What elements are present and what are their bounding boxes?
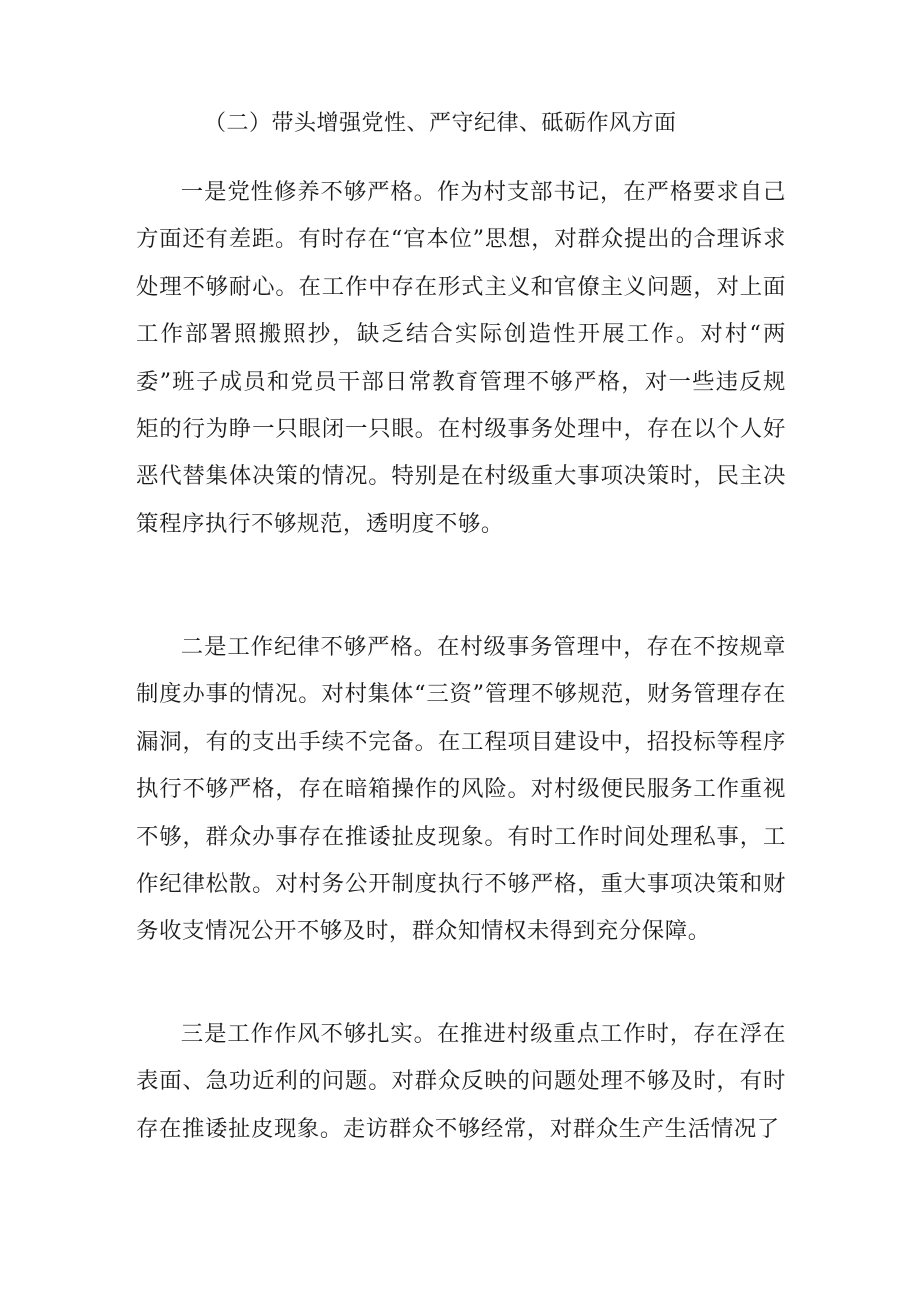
paragraph-work-style: 三是工作作风不够扎实。在推进村级重点工作时，存在浮在表面、急功近利的问题。对群众反映的问题处理不够及时，有时存在推诿扯皮现象。走访群众不够经常，对群众生产生活情况了 (136, 1021, 786, 1142)
section-heading: （二）带头增强党性、严守纪律、砥砺作风方面 (204, 111, 677, 136)
paragraph-work-discipline: 二是工作纪律不够严格。在村级事务管理中，存在不按规章制度办事的情况。对村集体“三资”管理不够规范，财务管理存在漏洞，有的支出手续不完备。在工程项目建设中，招投标等程序执行不够严格，存在暗箱操作的风险。对村级便民服务工作重视不够，群众办事存在推诿扯皮现象。有时工作时间处理私事，工作纪律松散。对村务公开制度执行不够严格，重大事项决策和财务收支情况公开不够及时，群众知情权未得到充分保障。 (136, 634, 786, 945)
paragraph-party-spirit: 一是党性修养不够严格。作为村支部书记，在严格要求自己方面还有差距。有时存在“官本位”思想，对群众提出的合理诉求处理不够耐心。在工作中存在形式主义和官僚主义问题，对上面工作部署照搬照抄，缺乏结合实际创造性开展工作。对村“两委”班子成员和党员干部日常教育管理不够严格，对一些违反规矩的行为睁一只眼闭一只眼。在村级事务处理中，存在以个人好恶代替集体决策的情况。特别是在村级重大事项决策时，民主决策程序执行不够规范，透明度不够。 (136, 179, 786, 537)
